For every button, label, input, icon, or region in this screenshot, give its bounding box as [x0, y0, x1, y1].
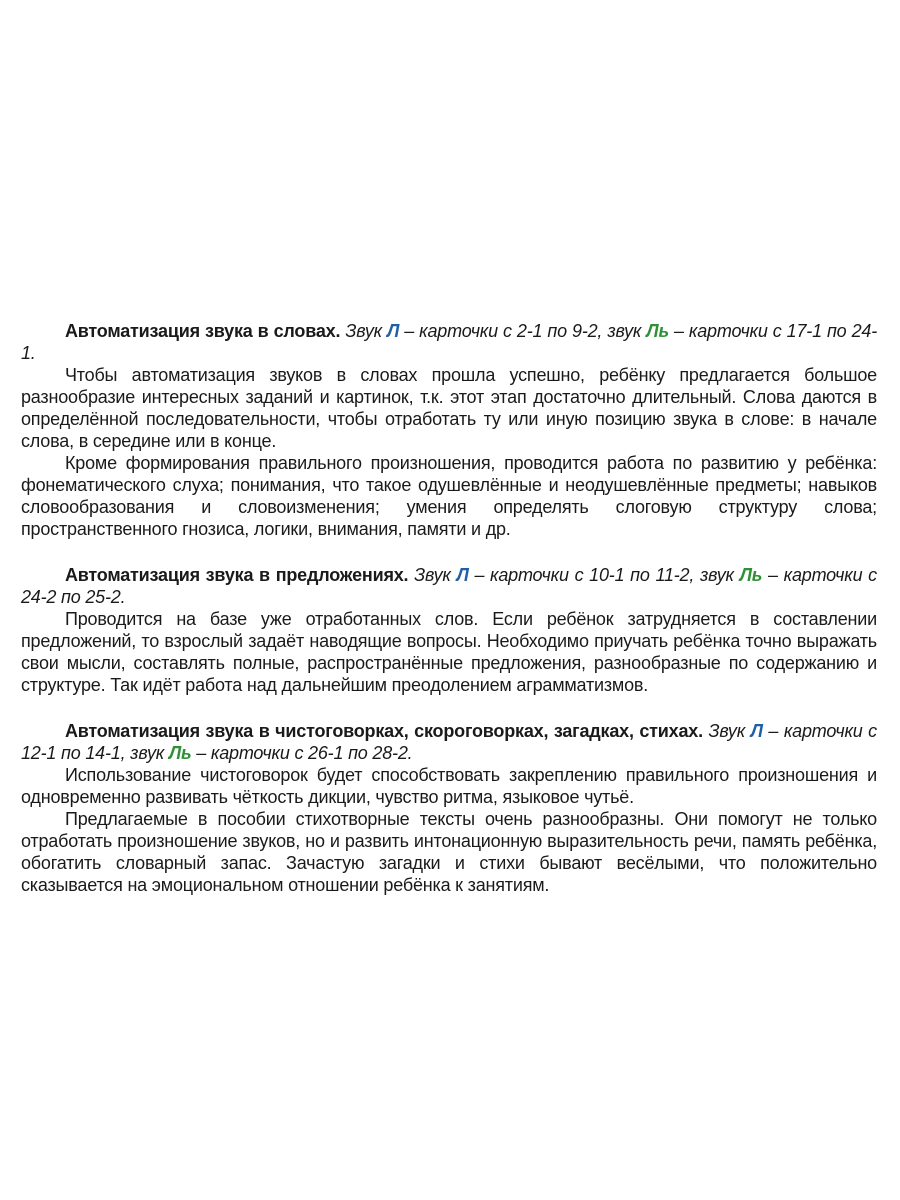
paragraph-words-body-2: Кроме формирования правильного произношения, проводится работа по развитию у ребёнка: фонематического слуха; понимания, что такое одушевлённые и неодушевлённые предметы; навыков словообразования и словоизменения; умения определять слоговую структуру слова; пространственного гнозиса, логики, внимания, памяти и др. — [21, 453, 877, 539]
sound-l-soft-label: Ль — [646, 321, 669, 341]
card-range-text: – карточки с 17-1 по 24-1. — [21, 321, 877, 363]
card-range-text: – карточки с 10-1 по 11-2, звук — [468, 565, 740, 585]
section-title-words: Автоматизация звука в словах. — [65, 321, 341, 341]
paragraph-sentences-heading — [21, 564, 877, 608]
card-range-text: Звук — [702, 721, 751, 741]
paragraph-words-heading — [21, 320, 877, 364]
text-block — [21, 320, 877, 896]
sound-l-label: Л — [456, 565, 469, 585]
sound-l-soft-label: Ль — [168, 743, 192, 763]
paragraph-rhymes-body-1: Использование чистоговорок будет способствовать закреплению правильного произношения и одновременно развивать чёткость дикции, чувство ритма, языковое чутьё. — [21, 765, 877, 807]
paragraph-rhymes-body-2: Предлагаемые в пособии стихотворные тексты очень разнообразны. Они помогут не только отработать произношение звуков, но и развить интонационную выразительность речи, память ребёнка, обогатить словарный запас. Зачастую загадки и стихи бывают весёлыми, что положительно сказывается на эмоциональном отношении ребёнка к занятиям. — [21, 809, 877, 895]
section-title-rhymes: Автоматизация звука в чистоговорках, скороговорках, загадках, стихах. — [65, 721, 703, 741]
section-title-sentences: Автоматизация звука в предложениях. — [65, 565, 409, 585]
card-range-text: – карточки с 2-1 по 9-2, звук — [399, 321, 647, 341]
card-range-text: – карточки с 26-1 по 28-2. — [191, 743, 413, 763]
card-range-text: Звук — [340, 321, 388, 341]
sound-l-label: Л — [387, 321, 400, 341]
paragraph-sentences-body: Проводится на базе уже отработанных слов. Если ребёнок затрудняется в составлении предложений, то взрослый задаёт наводящие вопросы. Необходимо приучать ребёнка точно выражать свои мысли, составлять полные, распространённые предложения, разнообразные по содержанию и структуре. Так идёт работа над дальнейшим преодолением аграмматизмов. — [21, 609, 877, 695]
card-range-text: – карточки с 24-2 по 25-2. — [21, 565, 877, 607]
sound-l-soft-label: Ль — [739, 565, 763, 585]
card-range-text: – карточки с 12-1 по 14-1, звук — [21, 721, 877, 763]
card-range-text: Звук — [408, 565, 457, 585]
paragraph-words-body-1: Чтобы автоматизация звуков в словах прошла успешно, ребёнку предлагается большое разнообразие интересных заданий и картинок, т.к. этот этап достаточно длительный. Слова даются в определённой последовательности, чтобы отработать ту или иную позицию звука в слове: в начале слова, в середине или в конце. — [21, 365, 877, 451]
sound-l-label: Л — [750, 721, 763, 741]
paragraph-rhymes-heading — [21, 720, 877, 764]
